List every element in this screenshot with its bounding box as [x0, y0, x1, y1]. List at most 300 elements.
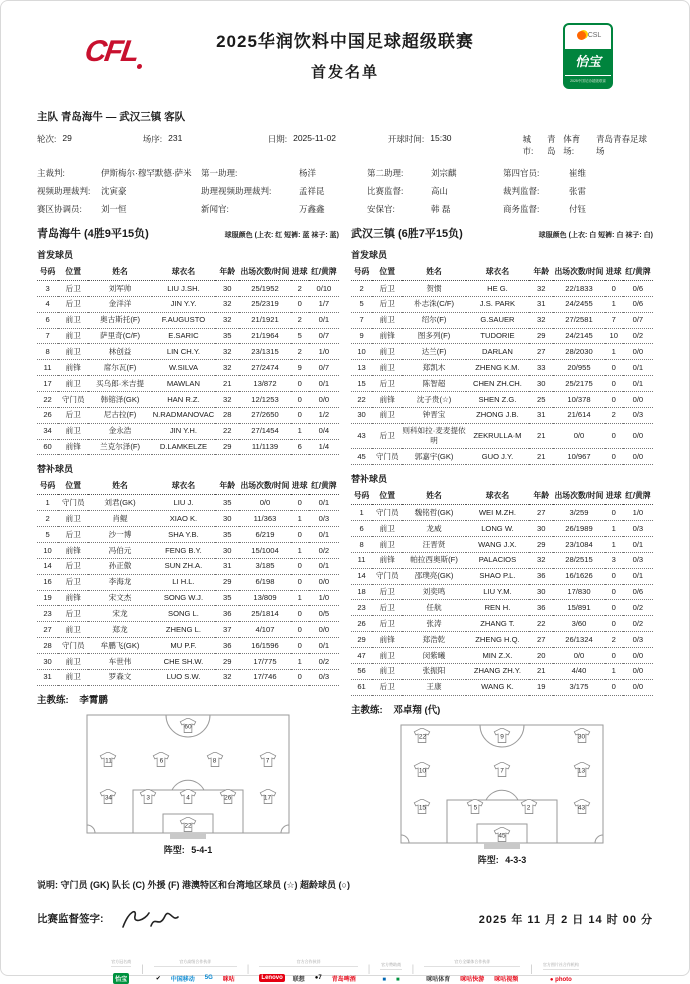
player-age: 32 — [215, 360, 239, 376]
player-apps: 13/872 — [239, 376, 290, 392]
sponsor-logo: 咪咕视频 — [494, 976, 519, 983]
player-cards: 0/1 — [309, 495, 339, 511]
player-apps: 24/2145 — [553, 328, 604, 344]
player-position: 前锋 — [58, 360, 88, 376]
player-position: 前卫 — [372, 663, 402, 679]
column-header: 进球 — [605, 488, 623, 505]
player-row — [37, 622, 339, 638]
player-position: 前卫 — [372, 521, 402, 537]
player-jersey-name: E.SARIC — [152, 328, 215, 344]
player-name: 刘奕鸣 — [402, 584, 465, 600]
player-goals: 0 — [605, 376, 623, 392]
official-name: 韩 磊 — [431, 204, 451, 214]
player-position: 守门员 — [372, 449, 402, 465]
sponsors-row — [37, 959, 653, 984]
player-apps: 25/2175 — [553, 376, 604, 392]
home-coach-name: 李霄鹏 — [79, 694, 108, 706]
player-age: 36 — [215, 606, 239, 622]
player-cards: 0/5 — [309, 606, 339, 622]
sponsor-group-label: 官方图片社合作机构 — [543, 962, 579, 970]
player-goals: 1 — [605, 537, 623, 553]
player-cards: 0/1 — [623, 537, 653, 553]
player-cards: 0/2 — [623, 600, 653, 616]
player-shirt: 45 — [494, 827, 511, 842]
player-cards: 0/1 — [309, 376, 339, 392]
column-header: 年龄 — [529, 264, 553, 281]
player-shirt: 6 — [153, 753, 170, 768]
player-number: 1 — [37, 495, 58, 511]
player-apps: 15/891 — [553, 600, 604, 616]
column-header: 红/黄牌 — [623, 264, 653, 281]
player-row — [351, 344, 653, 360]
player-shirt: 9 — [494, 729, 511, 744]
player-cards: 0/2 — [309, 654, 339, 670]
player-row — [37, 423, 339, 439]
player-row — [351, 552, 653, 568]
player-row — [37, 606, 339, 622]
column-header: 号码 — [37, 264, 58, 281]
column-header: 球衣名 — [466, 264, 529, 281]
player-number: 5 — [351, 296, 372, 312]
player-number: 18 — [351, 584, 372, 600]
player-apps: 22/1833 — [553, 281, 604, 297]
player-apps: 6/219 — [239, 527, 290, 543]
coach-label: 主教练: — [351, 704, 383, 716]
player-jersey-name: ZHONG J.B. — [466, 407, 529, 423]
player-position: 前锋 — [58, 590, 88, 606]
player-jersey-name: SHA Y.B. — [152, 527, 215, 543]
column-header: 位置 — [372, 264, 402, 281]
player-name: 图多列(F) — [402, 328, 465, 344]
column-header: 红/黄牌 — [309, 264, 339, 281]
player-jersey-name: SUN ZH.A. — [152, 558, 215, 574]
player-goals: 0 — [291, 606, 309, 622]
player-number: 29 — [351, 632, 372, 648]
official-name: 张雷 — [569, 186, 587, 196]
player-apps: 25/1952 — [239, 281, 290, 297]
player-name: 沈子贵(☆) — [402, 392, 465, 408]
teams-line: 主队 青岛海牛 — 武汉三镇 客队 — [37, 111, 186, 123]
player-goals: 0 — [605, 360, 623, 376]
official-name: 万鑫鑫 — [299, 204, 325, 214]
official-label: 商务监督: — [503, 204, 540, 214]
player-position: 前锋 — [58, 543, 88, 559]
player-age: 29 — [215, 654, 239, 670]
player-goals: 5 — [291, 328, 309, 344]
player-row — [37, 669, 339, 685]
player-position: 后卫 — [372, 281, 402, 297]
player-name: 车世伟 — [88, 654, 151, 670]
player-cards: 0/1 — [309, 312, 339, 328]
player-goals: 0 — [291, 527, 309, 543]
player-position: 前卫 — [372, 648, 402, 664]
info-value: 青岛青春足球场 — [595, 134, 647, 156]
player-cards: 0/0 — [623, 423, 653, 449]
player-name: 萨里奇(C/F) — [88, 328, 151, 344]
player-apps: 27/2581 — [553, 312, 604, 328]
player-position: 前卫 — [372, 312, 402, 328]
player-position: 前卫 — [372, 407, 402, 423]
player-position: 守门员 — [58, 638, 88, 654]
player-number: 26 — [37, 407, 58, 423]
player-jersey-name: FENG B.Y. — [152, 543, 215, 559]
column-header: 位置 — [372, 488, 402, 505]
player-age: 32 — [215, 296, 239, 312]
player-apps: 23/1315 — [239, 344, 290, 360]
player-age: 35 — [215, 527, 239, 543]
player-goals: 1 — [605, 663, 623, 679]
player-name: 尼古拉(F) — [88, 407, 151, 423]
player-age: 25 — [529, 392, 553, 408]
player-shirt: 22 — [180, 817, 197, 832]
player-goals: 0 — [605, 392, 623, 408]
player-position: 后卫 — [372, 376, 402, 392]
player-apps: 10/967 — [553, 449, 604, 465]
official-label: 视频助理裁判: — [37, 186, 91, 196]
player-age: 35 — [215, 328, 239, 344]
player-shirt: 3 — [140, 789, 157, 804]
player-row — [351, 568, 653, 584]
player-jersey-name: TUDORIE — [466, 328, 529, 344]
player-name: 达兰(F) — [402, 344, 465, 360]
player-number: 8 — [351, 537, 372, 553]
player-apps: 3/185 — [239, 558, 290, 574]
player-cards: 0/0 — [623, 679, 653, 695]
player-row — [37, 654, 339, 670]
page-subtitle: 首发名单 — [310, 64, 379, 81]
player-row — [37, 360, 339, 376]
player-age: 31 — [529, 407, 553, 423]
player-apps: 10/378 — [553, 392, 604, 408]
player-goals: 0 — [605, 568, 623, 584]
player-jersey-name: WANG K. — [466, 679, 529, 695]
sponsor-divider: | — [246, 963, 250, 975]
player-goals: 9 — [291, 360, 309, 376]
player-cards: 0/3 — [309, 669, 339, 685]
official-label: 裁判监督: — [503, 186, 540, 196]
player-jersey-name: LUO S.W. — [152, 669, 215, 685]
player-jersey-name: PALACIOS — [466, 552, 529, 568]
player-apps: 25/2319 — [239, 296, 290, 312]
away-formation-pitch — [400, 724, 604, 850]
player-name: 绍尔(F) — [402, 312, 465, 328]
player-name: 买乌郎·米吉提 — [88, 376, 151, 392]
player-jersey-name: ZHANG T. — [466, 616, 529, 632]
player-jersey-name: HE G. — [466, 281, 529, 297]
coach-label: 主教练: — [37, 694, 69, 706]
player-cards: 0/4 — [309, 423, 339, 439]
player-name: 林创益 — [88, 344, 151, 360]
player-jersey-name: D.LAMKELZE — [152, 439, 215, 455]
player-cards: 0/3 — [623, 407, 653, 423]
player-apps: 13/809 — [239, 590, 290, 606]
player-cards: 0/0 — [623, 344, 653, 360]
player-age: 22 — [529, 616, 553, 632]
player-position: 后卫 — [58, 527, 88, 543]
sponsor-logo: ✔ — [155, 975, 161, 982]
player-shirt: 10 — [414, 763, 431, 778]
match-info-row — [37, 133, 653, 157]
player-row — [37, 407, 339, 423]
player-number: 14 — [37, 558, 58, 574]
player-jersey-name: LONG W. — [466, 521, 529, 537]
formation-label: 阵型: — [163, 844, 185, 855]
player-position: 前卫 — [58, 622, 88, 638]
player-number: 22 — [351, 392, 372, 408]
player-name: 李海龙 — [88, 574, 151, 590]
sponsor-group — [543, 962, 579, 984]
player-age: 29 — [215, 439, 239, 455]
player-row — [351, 423, 653, 449]
player-apps: 15/1004 — [239, 543, 290, 559]
player-cards: 0/0 — [623, 663, 653, 679]
player-row — [37, 281, 339, 297]
player-position: 前锋 — [58, 439, 88, 455]
player-goals: 0 — [605, 505, 623, 521]
player-jersey-name: ZHANG ZH.Y. — [466, 663, 529, 679]
player-apps: 27/1454 — [239, 423, 290, 439]
player-number: 22 — [37, 392, 58, 408]
player-goals: 1 — [605, 344, 623, 360]
player-apps: 17/746 — [239, 669, 290, 685]
player-age: 32 — [215, 392, 239, 408]
player-row — [351, 584, 653, 600]
player-cards: 1/7 — [309, 296, 339, 312]
player-name: 张涛 — [402, 616, 465, 632]
player-age: 27 — [529, 632, 553, 648]
player-shirt: 60 — [180, 719, 197, 734]
column-header: 出场次数/时间 — [553, 264, 604, 281]
player-row — [351, 360, 653, 376]
player-name: 龙威 — [402, 521, 465, 537]
player-cards: 0/2 — [309, 543, 339, 559]
player-jersey-name: WEI M.ZH. — [466, 505, 529, 521]
player-position: 后卫 — [58, 574, 88, 590]
player-age: 21 — [529, 449, 553, 465]
sponsor-logo: 怡宝 — [113, 973, 129, 984]
sponsor-logo: 咪咕快游 — [460, 976, 485, 983]
official-name: 孟祥昆 — [299, 186, 325, 196]
player-name: 宋文杰 — [88, 590, 151, 606]
sponsor-logo: 咪咕 — [222, 976, 235, 983]
player-goals: 7 — [605, 312, 623, 328]
teams-section — [37, 225, 653, 866]
column-header: 位置 — [58, 264, 88, 281]
player-name: 肖鲲 — [88, 511, 151, 527]
column-header: 球衣名 — [152, 264, 215, 281]
column-header: 红/黄牌 — [623, 488, 653, 505]
player-cards: 0/1 — [309, 558, 339, 574]
player-row — [351, 679, 653, 695]
player-shirt: 5 — [467, 799, 484, 814]
info-label: 轮次: — [37, 134, 57, 144]
player-number: 43 — [351, 423, 372, 449]
player-number: 34 — [37, 423, 58, 439]
home-team-record: (4胜9平15负) — [84, 228, 149, 240]
player-row — [37, 527, 339, 543]
player-goals: 1 — [291, 511, 309, 527]
info-value: 15:30 — [430, 133, 452, 143]
player-number: 11 — [37, 360, 58, 376]
player-jersey-name: CHEN ZH.CH. — [466, 376, 529, 392]
column-header: 进球 — [605, 264, 623, 281]
player-apps: 3/175 — [553, 679, 604, 695]
player-position: 前卫 — [58, 376, 88, 392]
player-jersey-name: CHE SH.W. — [152, 654, 215, 670]
player-name: 闵紫曦 — [402, 648, 465, 664]
official-name: 刘宗麒 — [431, 168, 457, 178]
player-jersey-name: MU P.F. — [152, 638, 215, 654]
player-age: 36 — [215, 638, 239, 654]
player-cards: 0/1 — [309, 527, 339, 543]
player-position: 前卫 — [372, 360, 402, 376]
info-label: 体育场: — [563, 134, 581, 156]
info-label: 城市: — [522, 134, 534, 156]
player-cards: 0/7 — [309, 360, 339, 376]
yibao-text: 怡宝 — [565, 49, 611, 75]
player-cards: 1/0 — [309, 344, 339, 360]
player-position: 后卫 — [372, 584, 402, 600]
player-cards: 0/0 — [309, 392, 339, 408]
sponsor-group — [259, 959, 357, 984]
player-number: 8 — [37, 344, 58, 360]
player-position: 后卫 — [58, 558, 88, 574]
player-jersey-name: ZHENG K.M. — [466, 360, 529, 376]
sponsor-divider: | — [530, 963, 533, 975]
player-position: 前锋 — [372, 632, 402, 648]
player-position: 后卫 — [372, 679, 402, 695]
formation-label: 阵型: — [477, 854, 499, 865]
player-number: 23 — [37, 606, 58, 622]
sponsor-group-label: 官方高级合作伙伴 — [154, 959, 237, 967]
away-starters-title: 首发球员 — [351, 250, 388, 260]
player-goals: 1 — [291, 590, 309, 606]
player-apps: 28/2030 — [553, 344, 604, 360]
player-goals: 0 — [291, 296, 309, 312]
player-cards: 0/3 — [623, 552, 653, 568]
player-row — [351, 663, 653, 679]
player-age: 22 — [215, 423, 239, 439]
player-apps: 26/1989 — [553, 521, 604, 537]
player-goals: 2 — [605, 632, 623, 648]
player-row — [351, 376, 653, 392]
player-cards: 1/0 — [623, 505, 653, 521]
column-header: 进球 — [291, 478, 309, 495]
player-row — [351, 296, 653, 312]
player-name: 汪晋贤 — [402, 537, 465, 553]
info-label: 日期: — [267, 134, 288, 144]
player-age: 32 — [529, 552, 553, 568]
column-header: 姓名 — [402, 264, 465, 281]
csl-yibao-logo — [563, 23, 613, 89]
player-goals: 0 — [605, 449, 623, 465]
player-number: 60 — [37, 439, 58, 455]
player-name: 席尔瓦(F) — [88, 360, 151, 376]
player-cards: 0/0 — [623, 392, 653, 408]
player-shirt: 17 — [259, 789, 276, 804]
player-cards: 0/2 — [623, 616, 653, 632]
player-name: 韩镕泽(GK) — [88, 392, 151, 408]
away-formation-value: 4-3-3 — [505, 854, 527, 865]
match-datetime: 2025 年 11 月 2 日 14 时 00 分 — [478, 913, 653, 926]
player-position: 前卫 — [58, 654, 88, 670]
player-position: 前卫 — [58, 511, 88, 527]
player-goals: 0 — [291, 558, 309, 574]
sponsor-group-label: 官方合作伙伴 — [259, 959, 357, 967]
player-number: 17 — [37, 376, 58, 392]
player-name: 钟晋宝 — [402, 407, 465, 423]
player-position: 前卫 — [372, 537, 402, 553]
player-name: 陈智超 — [402, 376, 465, 392]
player-row — [37, 296, 339, 312]
player-position: 前卫 — [58, 423, 88, 439]
player-apps: 17/830 — [553, 584, 604, 600]
info-value: 29 — [62, 133, 72, 143]
player-name: 任航 — [402, 600, 465, 616]
player-position: 后卫 — [58, 281, 88, 297]
player-row — [37, 495, 339, 511]
player-position: 前锋 — [372, 328, 402, 344]
player-jersey-name: MIN Z.X. — [466, 648, 529, 664]
player-number: 10 — [351, 344, 372, 360]
player-cards: 0/6 — [623, 281, 653, 297]
official-name: 沈寅豪 — [101, 186, 127, 196]
player-number: 16 — [37, 574, 58, 590]
player-shirt: 2 — [520, 799, 537, 814]
player-goals: 2 — [291, 281, 309, 297]
player-name: 兰克尔泽(F) — [88, 439, 151, 455]
player-apps: 6/198 — [239, 574, 290, 590]
player-cards: 0/7 — [309, 328, 339, 344]
column-header: 年龄 — [215, 264, 239, 281]
home-kit-colors: 球服颜色 (上衣: 红 短裤: 蓝 袜子: 蓝) — [224, 232, 339, 239]
player-position: 守门员 — [58, 392, 88, 408]
player-position: 前锋 — [372, 552, 402, 568]
player-cards: 0/3 — [623, 632, 653, 648]
official-label: 第一助理: — [201, 168, 238, 178]
player-apps: 4/107 — [239, 622, 290, 638]
player-row — [37, 511, 339, 527]
sponsor-logo: ■ — [382, 976, 386, 983]
column-header: 红/黄牌 — [309, 478, 339, 495]
player-goals: 0 — [291, 392, 309, 408]
player-goals: 0 — [291, 495, 309, 511]
player-age: 21 — [529, 423, 553, 449]
player-position: 后卫 — [58, 407, 88, 423]
player-cards: 1/0 — [309, 590, 339, 606]
player-jersey-name: SONG L. — [152, 606, 215, 622]
player-cards: 0/0 — [623, 449, 653, 465]
player-apps: 28/2515 — [553, 552, 604, 568]
player-number: 7 — [351, 312, 372, 328]
column-header: 年龄 — [215, 478, 239, 495]
player-jersey-name: HAN R.Z. — [152, 392, 215, 408]
player-position: 守门员 — [58, 495, 88, 511]
player-goals: 1 — [605, 296, 623, 312]
player-jersey-name: N.RADMANOVAC — [152, 407, 215, 423]
player-number: 30 — [351, 407, 372, 423]
player-age: 32 — [215, 312, 239, 328]
away-team-record: (6胜7平15负) — [398, 228, 463, 240]
player-shirt: 7 — [259, 753, 276, 768]
player-apps: 21/1921 — [239, 312, 290, 328]
player-shirt: 8 — [206, 753, 223, 768]
player-name: 朴志洙(C/F) — [402, 296, 465, 312]
away-team-name: 武汉三镇 — [351, 228, 395, 240]
info-label: 开球时间: — [387, 134, 425, 144]
player-name: 郭嘉宇(GK) — [402, 449, 465, 465]
official-name: 付钰 — [569, 204, 587, 214]
